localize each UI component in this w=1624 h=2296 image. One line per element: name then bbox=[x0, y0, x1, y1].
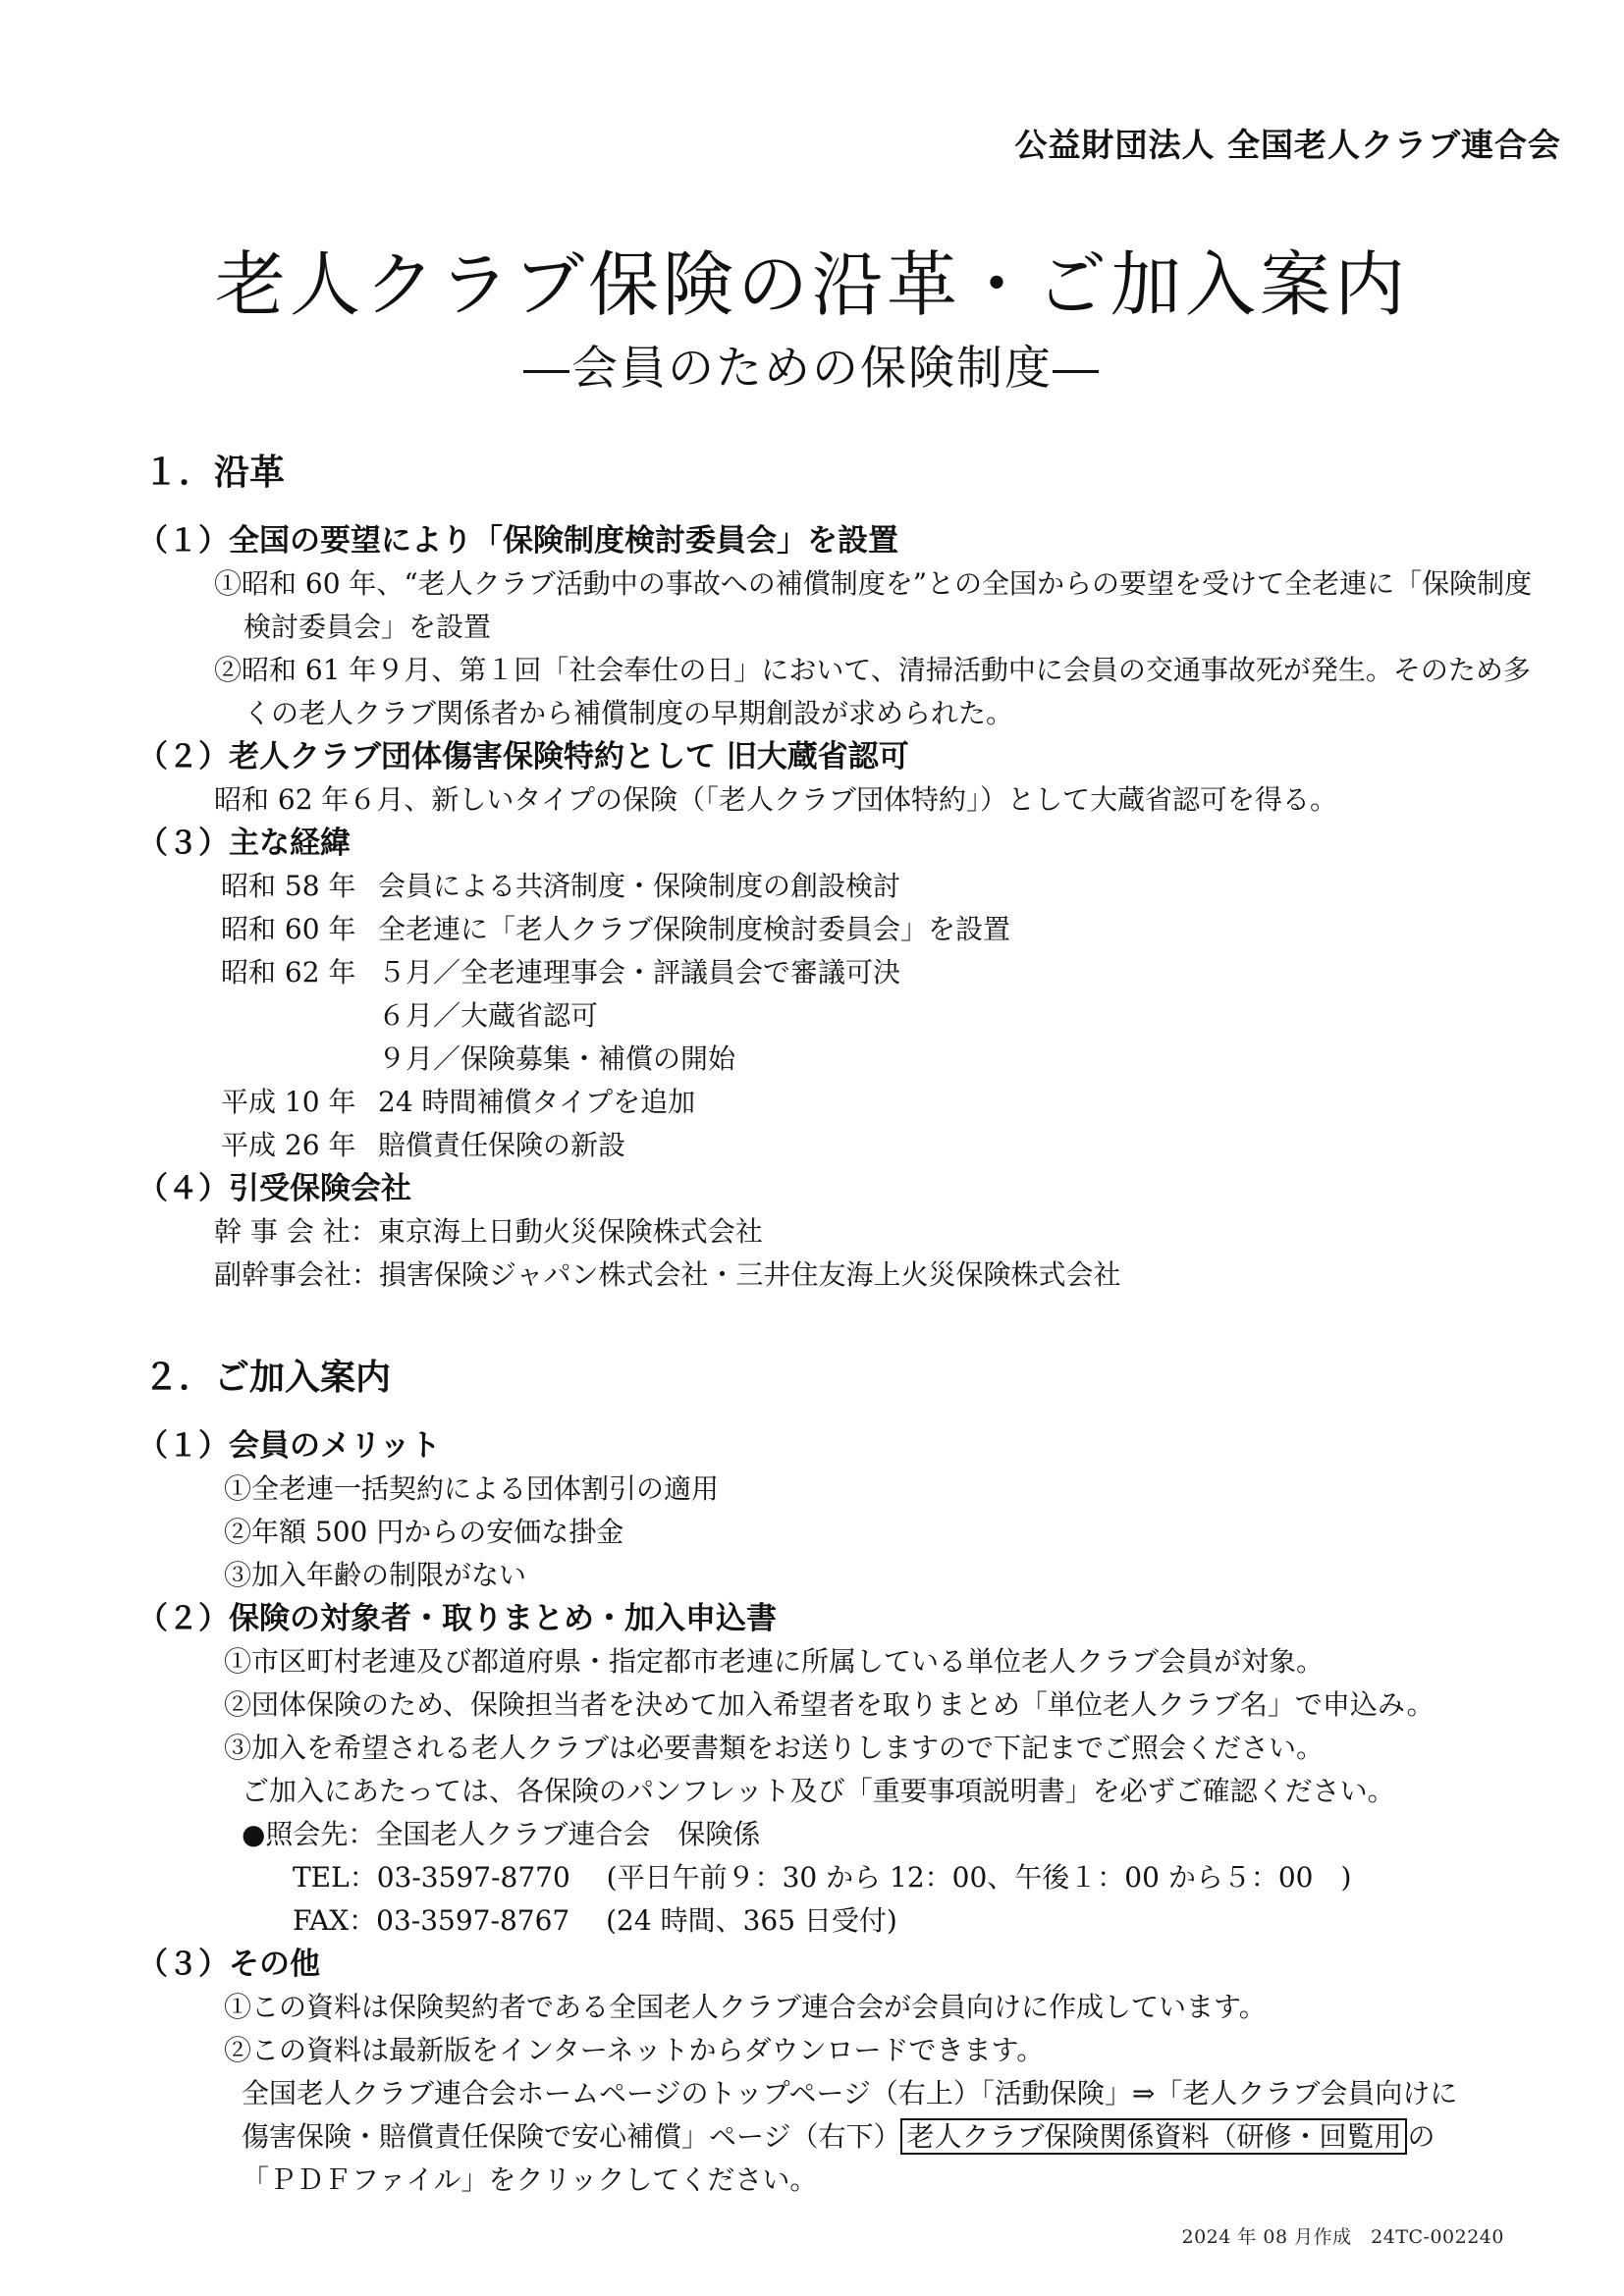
approval-text: 昭和 62 年６月、新しいタイプの保険（「老人クラブ団体特約」）として大蔵省認可を得る。 bbox=[214, 783, 1338, 816]
organization-name: 公益財団法人 全国老人クラブ連合会 bbox=[1014, 126, 1561, 164]
contact-fax: FAX：03-3597-8767 (24 時間、365 日受付) bbox=[293, 1904, 897, 1937]
timeline-row bbox=[221, 865, 1624, 908]
vice-insurers: 副幹事会社：損害保険ジャパン株式会社・三井住友海上火災保険株式会社 bbox=[214, 1258, 1121, 1291]
timeline-row bbox=[221, 951, 1624, 994]
merit-item: ①全老連一括契約による団体割引の適用 bbox=[224, 1472, 720, 1505]
timeline-row bbox=[378, 994, 1624, 1038]
timeline-text: ９月／保険募集・補償の開始 bbox=[378, 1042, 736, 1075]
download-instructions-text: の bbox=[1407, 2120, 1435, 2153]
subsection-insurers-heading: （４）引受保険会社 bbox=[137, 1171, 411, 1206]
timeline-year: 昭和 60 年 bbox=[221, 913, 356, 945]
materials-link-box: 老人クラブ保険関係資料（研修・回覧用 bbox=[900, 2118, 1407, 2155]
eligibility-item-2: ②団体保険のため、保険担当者を決めて加入希望者を取りまとめ「単位老人クラブ名」で申込み。 bbox=[224, 1688, 1435, 1721]
timeline-text: 全老連に「老人クラブ保険制度検討委員会」を設置 bbox=[378, 913, 1011, 945]
contact-tel: TEL：03-3597-8770 (平日午前９：30 から 12：00、午後１：00 から５：00 ) bbox=[293, 1861, 1352, 1894]
download-instructions-text: 傷害保険・賠償責任保険で安心補償」ページ（右下） bbox=[242, 2120, 901, 2153]
document-code: 2024 年 08 月作成 24TC-002240 bbox=[1181, 2226, 1504, 2248]
section-enrollment-heading: ２．ご加入案内 bbox=[143, 1358, 392, 1398]
subsection-request-heading: （１）全国の要望により「保険制度検討委員会」を設置 bbox=[137, 523, 898, 559]
timeline-row bbox=[221, 1081, 1624, 1124]
other-item-2: ②この資料は最新版をインターネットからダウンロードできます。 bbox=[224, 2034, 1045, 2066]
timeline-text: 賠償責任保険の新設 bbox=[378, 1129, 626, 1161]
contact-name: ●照会先：全国老人クラブ連合会 保険係 bbox=[242, 1818, 761, 1850]
timeline-row bbox=[378, 1038, 1624, 1081]
timeline-text: 24 時間補償タイプを追加 bbox=[378, 1086, 696, 1118]
eligibility-item-1: ①市区町村老連及び都道府県・指定都市老連に所属している単位老人クラブ会員が対象。 bbox=[224, 1645, 1325, 1678]
timeline-text: ５月／全老連理事会・評議員会で審議可決 bbox=[378, 956, 901, 988]
subsection-eligibility-heading: （２）保険の対象者・取りまとめ・加入申込書 bbox=[137, 1601, 777, 1636]
timeline-year: 昭和 62 年 bbox=[221, 956, 356, 988]
lead-insurer: 幹 事 会 社：東京海上日動火災保険株式会社 bbox=[214, 1215, 763, 1248]
timeline-year: 昭和 58 年 bbox=[221, 870, 356, 902]
merit-item: ②年額 500 円からの安価な掛金 bbox=[224, 1516, 624, 1548]
download-instructions-line: 全国老人クラブ連合会ホームページのトップページ（右上）「活動保険」⇒「老人クラブ会員向けに bbox=[242, 2077, 1458, 2109]
timeline-list bbox=[0, 865, 1624, 1167]
subsection-merits-heading: （１）会員のメリット bbox=[137, 1428, 441, 1464]
download-instructions-line: 「ＰＤＦファイル」をクリックしてください。 bbox=[242, 2163, 818, 2196]
subsection-approval-heading: （２）老人クラブ団体傷害保険特約として 旧大蔵省認可 bbox=[137, 739, 909, 774]
timeline-year: 平成 26 年 bbox=[221, 1129, 356, 1161]
timeline-text: 会員による共済制度・保険制度の創設検討 bbox=[378, 870, 901, 902]
document-title: 老人クラブ保険の沿革・ご加入案内 bbox=[214, 243, 1409, 326]
download-instructions-line bbox=[242, 2115, 1624, 2159]
subsection-timeline-heading: （３）主な経緯 bbox=[137, 826, 351, 861]
timeline-row bbox=[221, 908, 1624, 951]
other-item-1: ①この資料は保険契約者である全国老人クラブ連合会が会員向けに作成しています。 bbox=[224, 1991, 1267, 2023]
section-history-heading: １．沿革 bbox=[143, 453, 286, 493]
history-item-1: ①昭和 60 年、“老人クラブ活動中の事故への補償制度を”との全国からの要望を受けて全老連に「保険制度検討委員会」を設置 bbox=[214, 567, 1533, 643]
document-subtitle: ―会員のための保険制度― bbox=[523, 342, 1101, 396]
timeline-row bbox=[221, 1124, 1624, 1167]
history-item-2: ②昭和 61 年９月、第１回「社会奉仕の日」において、清掃活動中に会員の交通事故死が発生。そのため多くの老人クラブ関係者から補償制度の早期創設が求められた。 bbox=[214, 654, 1531, 729]
eligibility-note: ご加入にあたっては、各保険のパンフレット及び「重要事項説明書」を必ずご確認ください。 bbox=[242, 1775, 1395, 1807]
timeline-text: ６月／大蔵省認可 bbox=[378, 999, 599, 1032]
eligibility-item-3: ③加入を希望される老人クラブは必要書類をお送りしますので下記までご照会ください。 bbox=[224, 1732, 1325, 1764]
merit-item: ③加入年齢の制限がない bbox=[224, 1559, 527, 1591]
subsection-other-heading: （３）その他 bbox=[137, 1947, 320, 1982]
timeline-year: 平成 10 年 bbox=[221, 1086, 356, 1118]
document-body bbox=[0, 447, 1624, 2202]
